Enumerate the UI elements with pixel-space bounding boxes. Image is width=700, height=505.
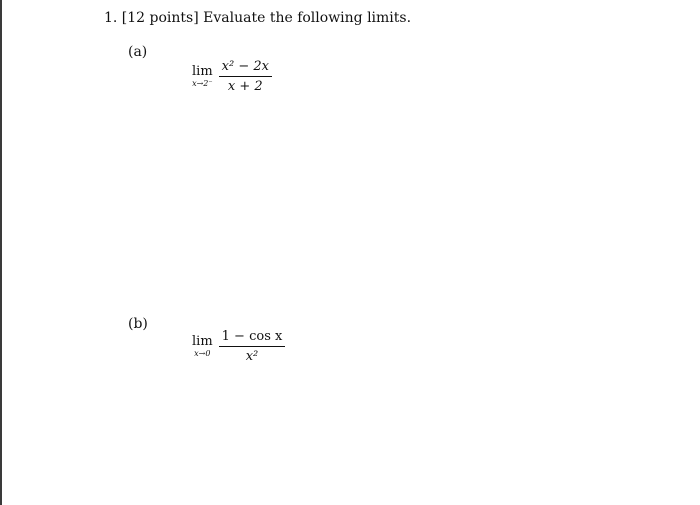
denominator-a: x + 2: [227, 79, 263, 94]
page-left-edge: [0, 0, 2, 505]
lim-word-b: lim: [192, 334, 213, 349]
limit-operator-b: [192, 335, 213, 358]
limit-operator-a: [192, 65, 213, 88]
limit-expression-b: [192, 330, 285, 363]
fraction-b: [219, 330, 286, 363]
problem-statement: 1. [12 points] Evaluate the following limits.: [104, 10, 412, 26]
numerator-b: 1 − cos x: [221, 329, 283, 344]
part-b-label: (b): [128, 316, 148, 332]
fraction-a: [219, 60, 272, 93]
limit-expression-a: [192, 60, 272, 93]
lim-word-a: lim: [192, 64, 213, 79]
lim-subscript-b: x→0: [194, 349, 211, 358]
lim-subscript-a: x→2⁻: [192, 79, 213, 88]
denominator-b: x²: [245, 349, 259, 364]
part-a-label: (a): [128, 44, 148, 60]
numerator-a: x² − 2x: [221, 59, 269, 74]
